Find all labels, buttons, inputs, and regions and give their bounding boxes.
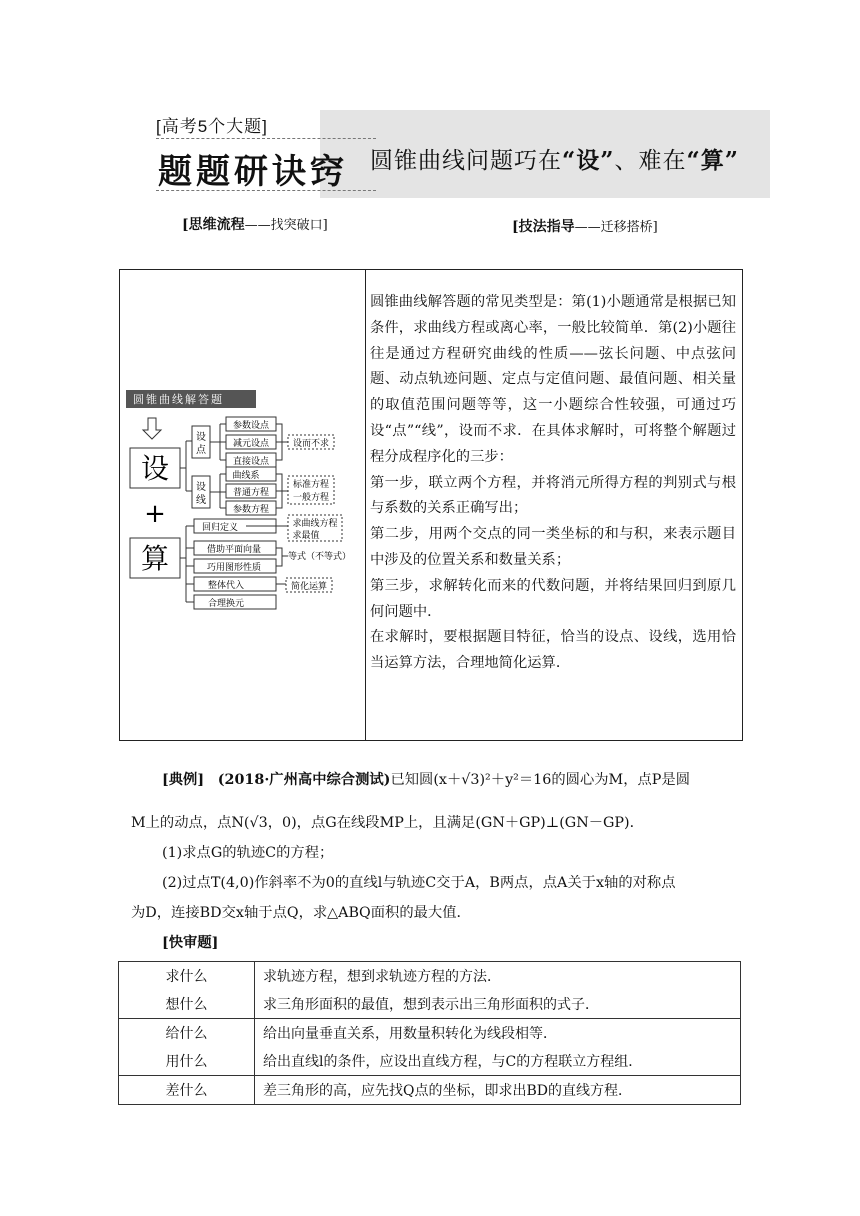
- example-line-2: M上的动点，点N(√3，0)，点G在线段MP上，且满足(GN＋GP)⊥(GN－GP)．: [131, 815, 644, 831]
- row-value: 求轨迹方程，想到求轨迹方程的方法．: [255, 962, 741, 991]
- calc-result-2: 等式（不等式）: [288, 552, 352, 562]
- quick-review-label: [快审题]: [162, 935, 219, 951]
- down-arrow-icon: [143, 418, 161, 439]
- guidance-p1: 圆锥曲线解答题的常见类型是：第(1)小题通常是根据已知条件，求曲线方程或离心率，一般比较简单．第(2)小题往往是通过方程研究曲线的性质——弦长问题、中点弦问题、动点轨迹问题、定点与定值问题、最值问题、相关量的取值范围问题等等，这一小题综合性较强，可通过巧设“点”“线”，设而不求．在具体求解时，可将整个解题过程分成程序化的三步：: [370, 294, 736, 465]
- row-key: 差什么: [119, 1076, 255, 1105]
- svg-text:曲线系: 曲线系: [232, 471, 260, 481]
- section-label-thinking: [思维流程——找突破口]: [182, 217, 328, 233]
- row-key: 给什么: [119, 1019, 255, 1048]
- banner-divider-bottom: [156, 190, 376, 191]
- banner-divider: [156, 138, 376, 139]
- svg-text:简化运算: 简化运算: [290, 582, 328, 592]
- suan-char: 算: [140, 542, 170, 575]
- svg-text:减元设点: 减元设点: [232, 439, 270, 449]
- question-2a: (2)过点T(4,0)作斜率不为0的直线l与轨迹C交于A，B两点，点A关于x轴的对称点: [162, 875, 676, 891]
- she-char: 设: [140, 452, 170, 485]
- svg-text:合理换元: 合理换元: [207, 599, 245, 609]
- shexian-char2: 线: [196, 495, 206, 506]
- svg-text:借助平面向量: 借助平面向量: [206, 545, 262, 555]
- svg-text:标准方程: 标准方程: [292, 480, 330, 490]
- shedian-char2: 点: [196, 445, 206, 456]
- svg-text:设而不求: 设而不求: [292, 439, 330, 449]
- table-row: [119, 1019, 741, 1048]
- flowchart-header: 圆锥曲线解答题: [133, 393, 224, 406]
- row-key: 用什么: [119, 1047, 255, 1076]
- row-value: 求三角形面积的最值，想到表示出三角形面积的式子．: [255, 990, 741, 1019]
- table-row: [119, 1047, 741, 1076]
- guidance-p4: 第三步，求解转化而来的代数问题，并将结果回归到原几何问题中．: [370, 577, 736, 620]
- guidance-text: [370, 290, 736, 677]
- question-1: (1)求点G的轨迹C的方程；: [162, 845, 334, 861]
- example-line-1: [典例] (2018·广州高中综合测试)已知圆(x＋√3)²＋y²＝16的圆心为M，点P是圆: [162, 772, 691, 788]
- svg-text:巧用图形性质: 巧用图形性质: [206, 563, 262, 573]
- guidance-p3: 第二步，用两个交点的同一类坐标的和与积，来表示题目中涉及的位置关系和数量关系；: [370, 526, 736, 568]
- shexian-char1: 设: [196, 482, 206, 493]
- quick-review-table: [118, 961, 741, 1105]
- row-value: 给出直线l的条件，应设出直线方程，与C的方程联立方程组．: [255, 1047, 741, 1076]
- guidance-p2: 第一步，联立两个方程，并将消元所得方程的判别式与根与系数的关系正确写出；: [370, 474, 736, 517]
- svg-text:普通方程: 普通方程: [232, 488, 270, 498]
- plus-sign: +: [144, 499, 166, 529]
- banner-tag: [高考5个大题]: [156, 117, 268, 136]
- section-label-technique: [技法指导——迁移搭桥]: [512, 219, 658, 235]
- table-divider: [365, 270, 366, 740]
- svg-text:参数方程: 参数方程: [232, 505, 270, 515]
- svg-text:参数设点: 参数设点: [232, 421, 270, 431]
- guidance-p5: 在求解时，要根据题目特征，恰当的设点、设线，选用恰当运算方法，合理地简化运算．: [370, 629, 736, 672]
- row-value: 差三角形的高，应先找Q点的坐标，即求出BD的直线方程．: [255, 1076, 741, 1105]
- shedian-char1: 设: [196, 432, 206, 443]
- svg-text:直接设点: 直接设点: [232, 457, 270, 467]
- svg-text:回归定义: 回归定义: [201, 523, 239, 533]
- row-value: 给出向量垂直关系，用数量积转化为线段相等．: [255, 1019, 741, 1048]
- table-row: [119, 990, 741, 1019]
- banner-subtitle: 圆锥曲线问题巧在“设”、难在“算”: [370, 147, 739, 174]
- svg-text:求曲线方程: 求曲线方程: [292, 519, 338, 529]
- flowchart: [124, 386, 356, 616]
- banner-title: 题题研诀窍: [158, 152, 348, 192]
- row-key: 想什么: [119, 990, 255, 1019]
- table-row: [119, 962, 741, 991]
- svg-text:求最值: 求最值: [292, 531, 320, 541]
- svg-text:一般方程: 一般方程: [292, 493, 330, 503]
- svg-text:整体代入: 整体代入: [207, 581, 245, 591]
- row-key: 求什么: [119, 962, 255, 991]
- table-row: [119, 1076, 741, 1105]
- question-2b: 为D，连接BD交x轴于点Q，求△ABQ面积的最大值．: [131, 905, 471, 921]
